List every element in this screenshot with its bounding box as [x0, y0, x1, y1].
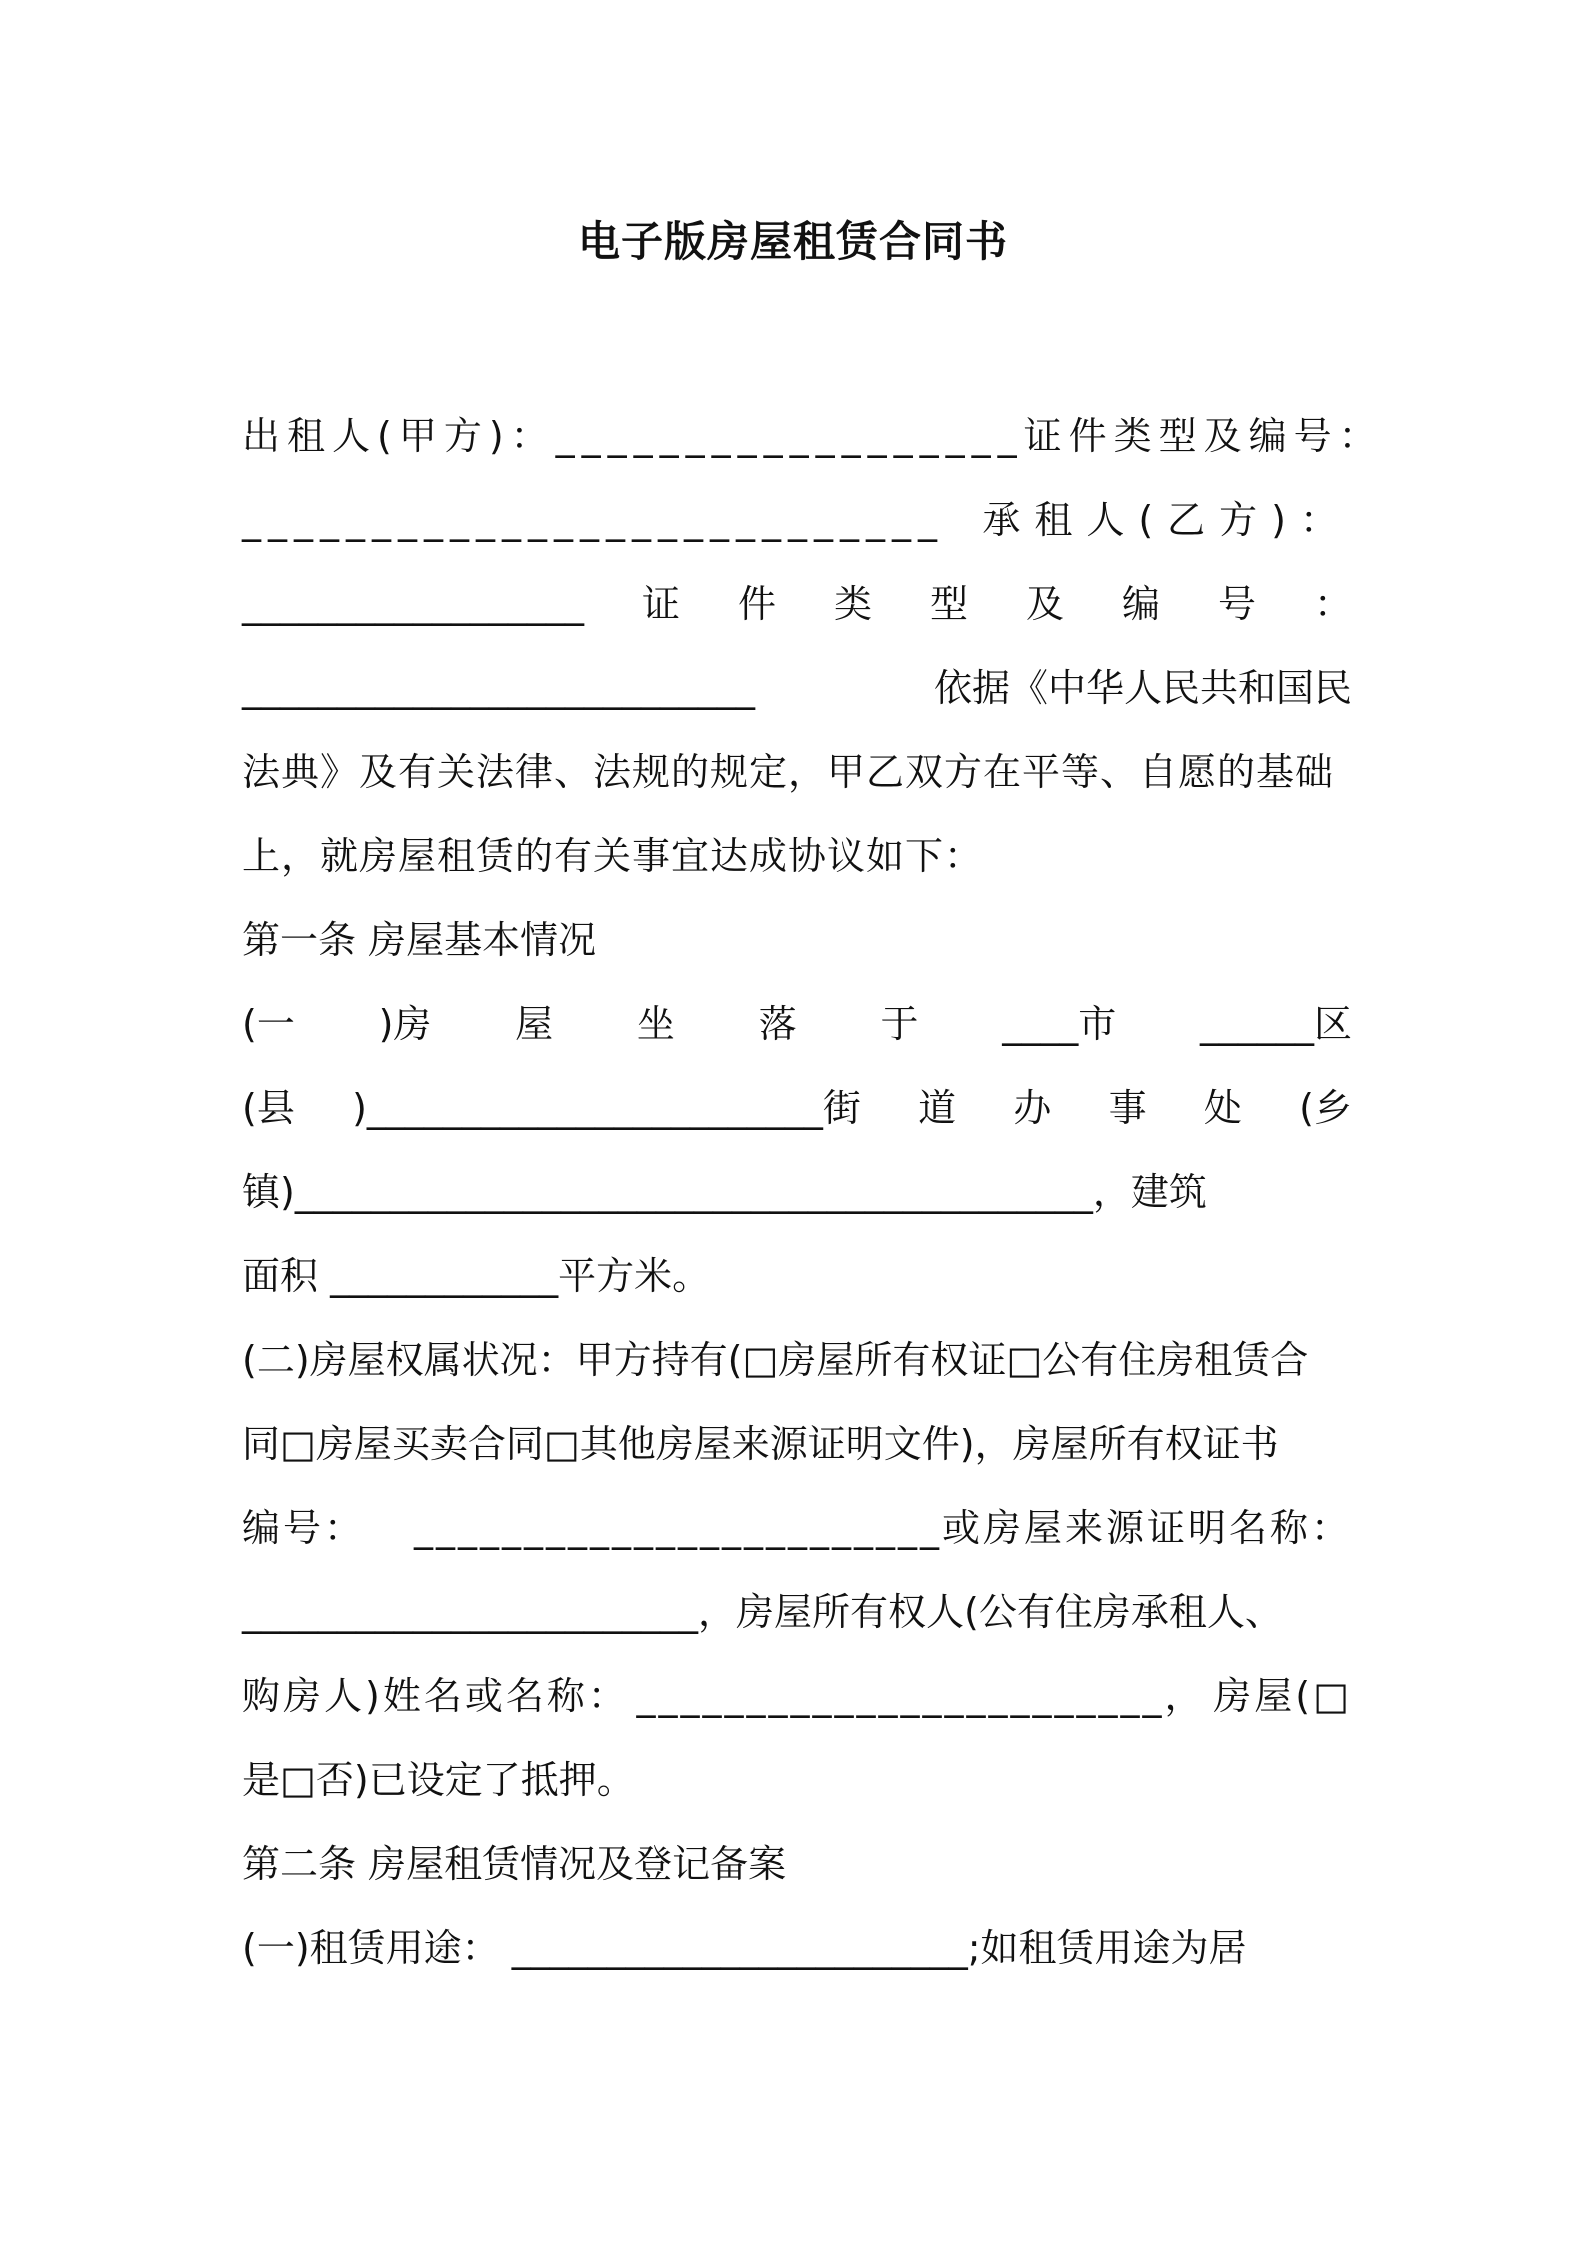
- paragraph-line: 法典》及有关法律、法规的规定，甲乙双方在平等、自愿的基础: [242, 750, 1335, 794]
- paragraph-line: [242, 576, 1352, 632]
- text-char: 屋: [515, 1002, 554, 1046]
- lease-purpose-field: ________________________;如租赁用途为居: [511, 1926, 1247, 1970]
- lessee-label: 承租人(乙方)：: [982, 498, 1352, 542]
- paragraph-line: 是□否)已设定了抵押。: [242, 1758, 635, 1802]
- text-char: ：: [1313, 582, 1352, 626]
- paragraph-line: [242, 660, 1352, 716]
- text-char: (县: [242, 1086, 295, 1130]
- paragraph-line: 镇)__________________________________________，建筑: [242, 1170, 1207, 1214]
- text-char: 道: [918, 1086, 957, 1130]
- text-char: 型: [929, 582, 968, 626]
- lessor-label: 出租人(甲方)：: [242, 414, 556, 458]
- paragraph-line: [242, 1080, 1352, 1136]
- text-char: 类: [833, 582, 872, 626]
- document-title: 电子版房屋租赁合同书: [577, 217, 1008, 266]
- street-field: )________________________街: [352, 1086, 861, 1130]
- blank-field: __________________: [555, 414, 1024, 458]
- owner-name-label: 购房人)姓名或名称：: [242, 1674, 629, 1718]
- id-type-label: 证件类型及编号：: [1023, 414, 1384, 458]
- paragraph-line: 上，就房屋租赁的有关事宜达成协议如下：: [242, 834, 984, 878]
- city-field: ____市: [1002, 1002, 1117, 1046]
- text-char: 及: [1025, 582, 1064, 626]
- owner-name-field: ________________________，: [636, 1674, 1206, 1718]
- cert-number-label: 编号：: [242, 1506, 366, 1550]
- text-char: 编: [1121, 582, 1160, 626]
- blank-field: ___________________________: [242, 666, 755, 710]
- paragraph-line: [242, 492, 1352, 548]
- paragraph-line: [242, 1668, 1352, 1724]
- paragraph-line: 面积 ____________平方米。: [242, 1254, 711, 1298]
- text-char: 坐: [636, 1002, 675, 1046]
- paragraph-line: [242, 1500, 1352, 1556]
- lease-purpose-label: (一)租赁用途：: [242, 1926, 500, 1970]
- paragraph-line: [242, 996, 1352, 1052]
- paragraph-line: [242, 1920, 1352, 1976]
- blank-field: __________________: [242, 582, 584, 626]
- mortgage-label: 房屋(□: [1213, 1674, 1352, 1718]
- text-char: 处: [1203, 1086, 1242, 1130]
- cert-number-field: ________________________或房屋来源证明名称：: [413, 1506, 1352, 1550]
- text-char: 件: [737, 582, 776, 626]
- text-char: 号: [1217, 582, 1256, 626]
- district-field: ______区: [1199, 1002, 1352, 1046]
- text-char: 于: [880, 1002, 919, 1046]
- text-char: 证: [641, 582, 680, 626]
- paragraph-line: 同□房屋买卖合同□其他房屋来源证明文件)，房屋所有权证书: [242, 1422, 1279, 1466]
- article-heading: 第一条 房屋基本情况: [242, 918, 597, 962]
- paragraph-line: ________________________，房屋所有权人(公有住房承租人、: [242, 1590, 1283, 1634]
- article-heading: 第二条 房屋租赁情况及登记备案: [242, 1842, 787, 1886]
- text-char: (乡: [1299, 1086, 1352, 1130]
- paragraph-line: (二)房屋权属状况：甲方持有(□房屋所有权证□公有住房租赁合: [242, 1338, 1309, 1382]
- text-char: )房: [378, 1002, 432, 1046]
- legal-basis-text: 依据《中华人民共和国民: [933, 666, 1352, 710]
- text-char: 落: [758, 1002, 797, 1046]
- text-char: 事: [1108, 1086, 1147, 1130]
- paragraph-line: [242, 408, 1384, 464]
- item-number: (一: [242, 1002, 295, 1046]
- text-char: 办: [1013, 1086, 1052, 1130]
- blank-field: ___________________________: [242, 498, 944, 542]
